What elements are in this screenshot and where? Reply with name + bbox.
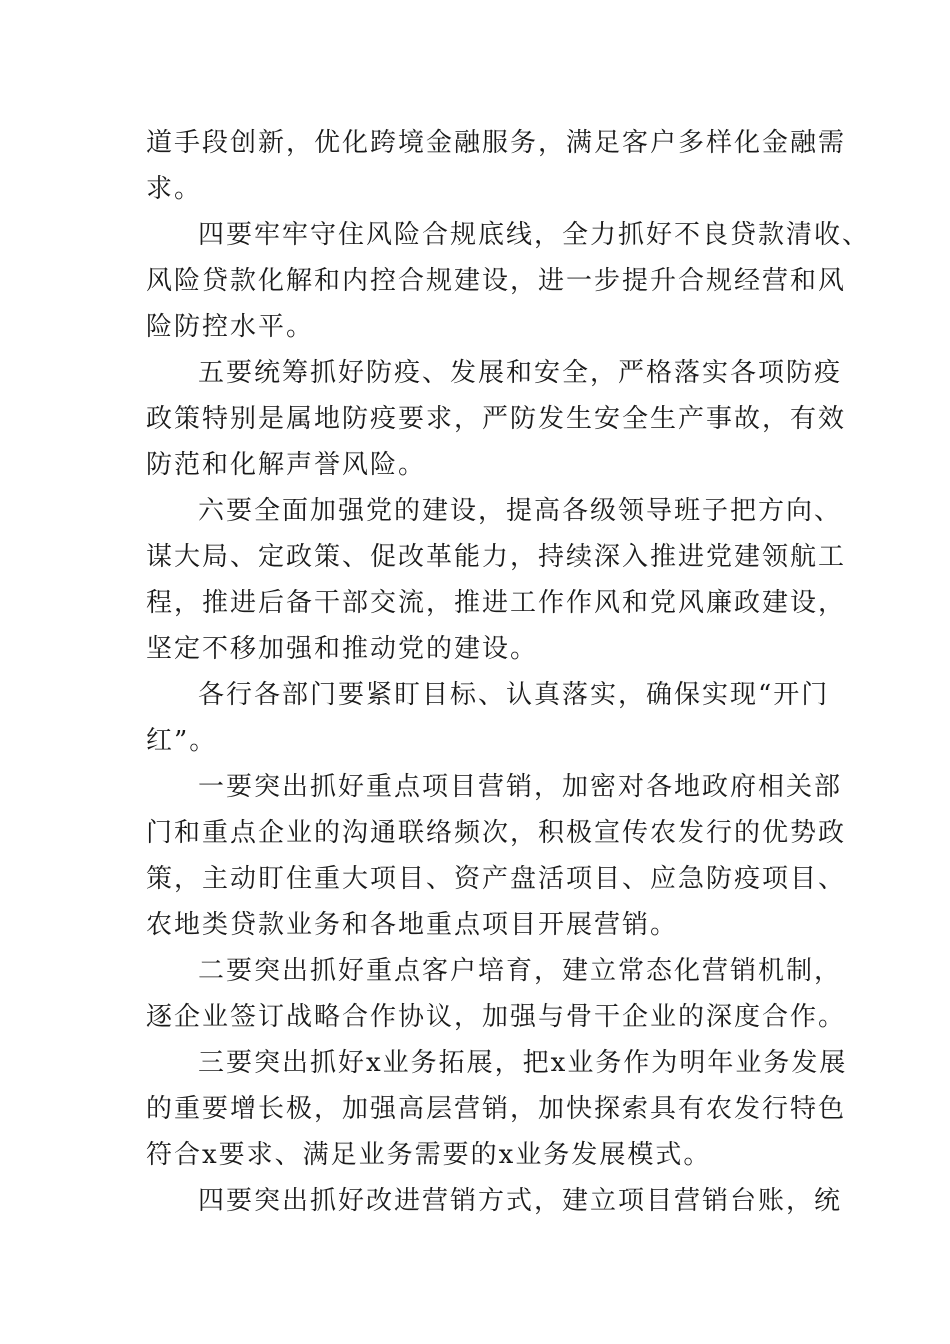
text-line: 农地类贷款业务和各地重点项目开展营销。 <box>146 910 679 940</box>
paragraph-start-line: 三要突出抓好x业务拓展，把x业务作为明年业务发展 <box>198 1048 848 1078</box>
paragraph-start-line: 四要突出抓好改进营销方式，建立项目营销台账，统 <box>198 1186 843 1216</box>
text-line: 风险贷款化解和内控合规建设，进一步提升合规经营和风 <box>146 266 847 296</box>
text-line: 符合x要求、满足业务需要的x业务发展模式。 <box>146 1140 712 1170</box>
text-line: 求。 <box>146 174 203 204</box>
text-line: 道手段创新，优化跨境金融服务，满足客户多样化金融需 <box>146 128 847 158</box>
text-line: 坚定不移加强和推动党的建设。 <box>146 634 539 664</box>
paragraph-start-line: 四要牢牢守住风险合规底线，全力抓好不良贷款清收、 <box>198 220 871 250</box>
paragraph-start-line: 一要突出抓好重点项目营销，加密对各地政府相关部 <box>198 772 843 802</box>
text-line: 的重要增长极，加强高层营销，加快探索具有农发行特色 <box>146 1094 847 1124</box>
paragraph-start-line: 各行各部门要紧盯目标、认真落实，确保实现“开门 <box>198 680 830 710</box>
text-line: 程，推进后备干部交流，推进工作作风和党风廉政建设， <box>146 588 847 618</box>
text-line: 险防控水平。 <box>146 312 315 342</box>
text-line: 谋大局、定政策、促改革能力，持续深入推进党建领航工 <box>146 542 847 572</box>
paragraph-start-line: 二要突出抓好重点客户培育，建立常态化营销机制， <box>198 956 843 986</box>
text-line: 红”。 <box>146 726 218 756</box>
text-line: 策，主动盯住重大项目、资产盘活项目、应急防疫项目、 <box>146 864 847 894</box>
text-line: 门和重点企业的沟通联络频次，积极宣传农发行的优势政 <box>146 818 847 848</box>
text-line: 逐企业签订战略合作协议，加强与骨干企业的深度合作。 <box>146 1002 847 1032</box>
paragraph-start-line: 五要统筹抓好防疫、发展和安全，严格落实各项防疫 <box>198 358 843 388</box>
paragraph-start-line: 六要全面加强党的建设，提高各级领导班子把方向、 <box>198 496 843 526</box>
text-line: 政策特别是属地防疫要求，严防发生安全生产事故，有效 <box>146 404 847 434</box>
text-line: 防范和化解声誉风险。 <box>146 450 427 480</box>
